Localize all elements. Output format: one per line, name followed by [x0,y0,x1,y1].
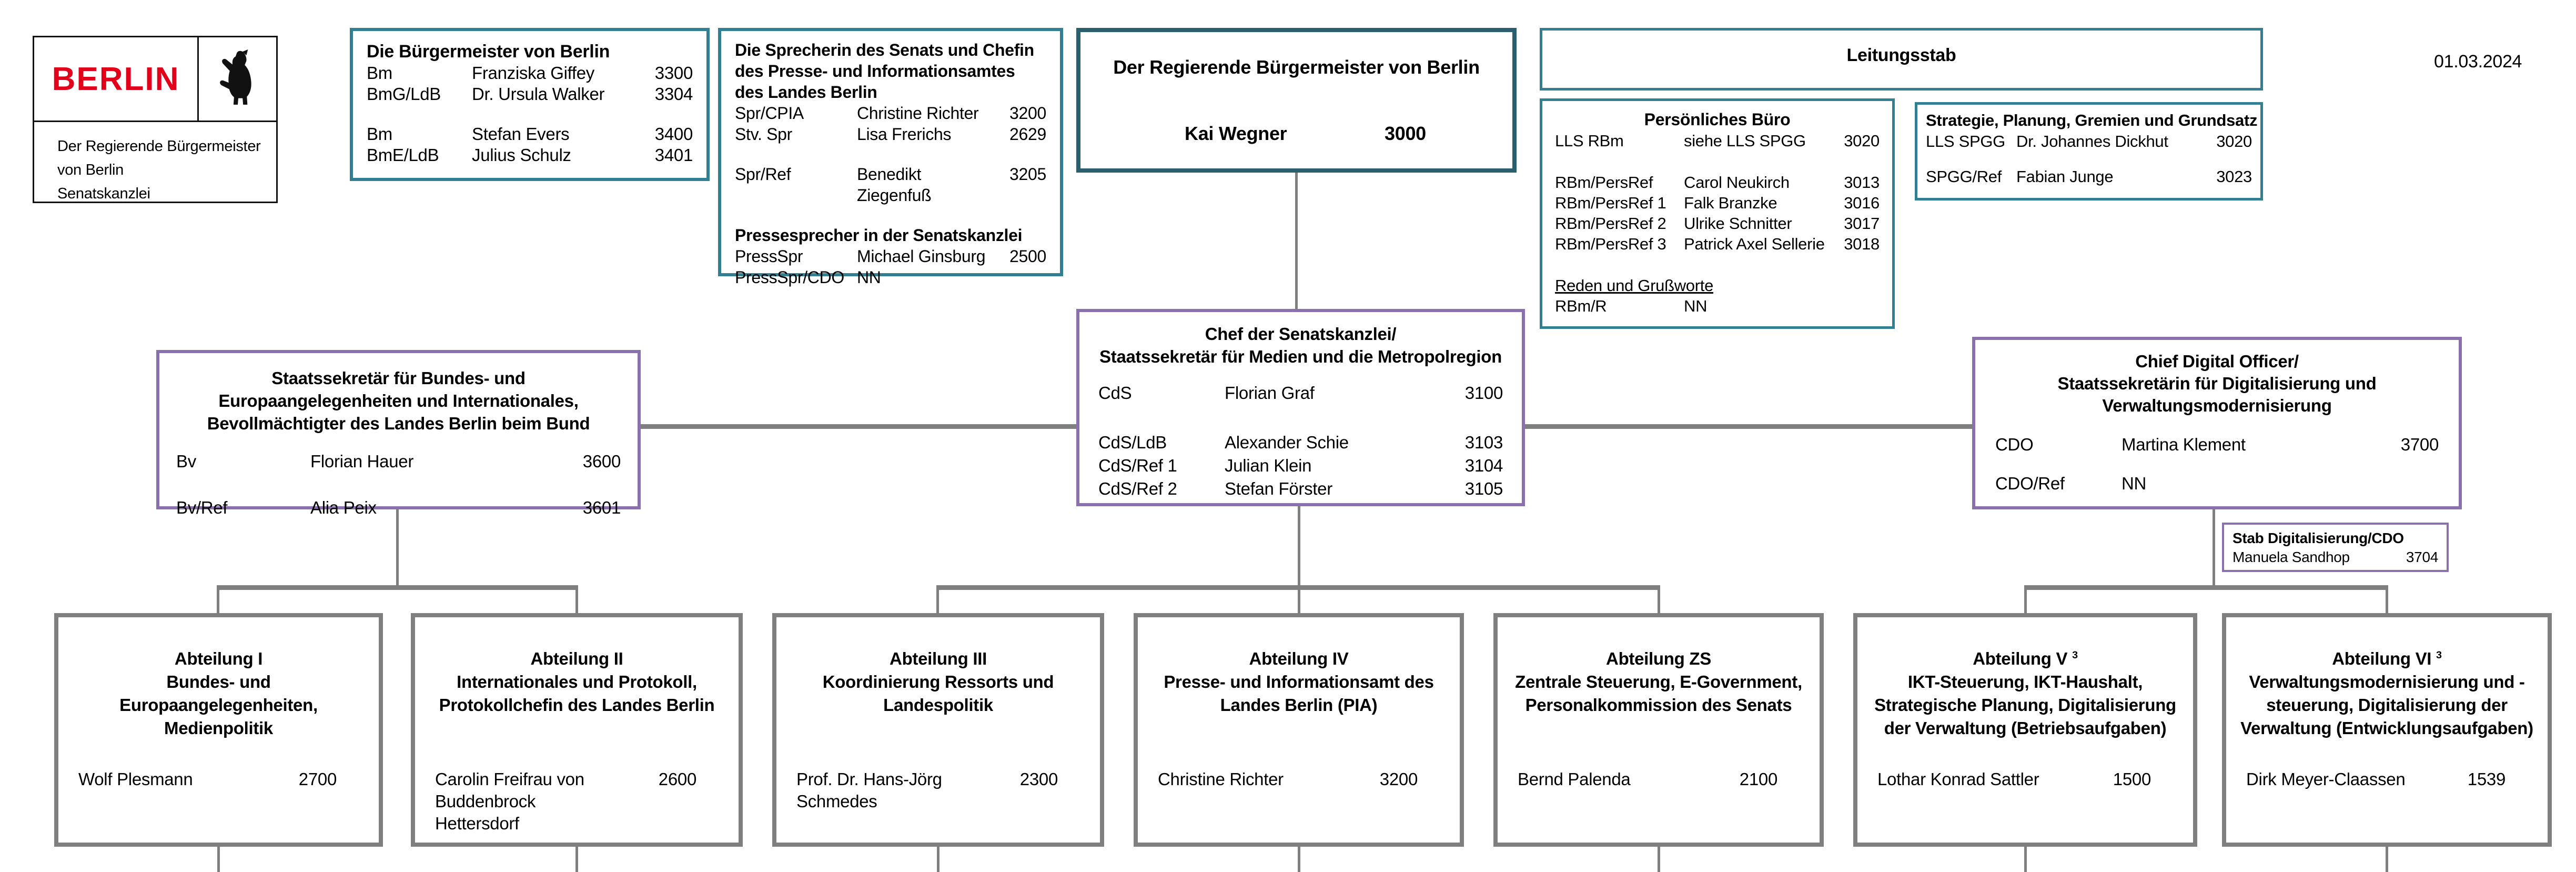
person-name: Fabian Junge [2016,167,2114,186]
connector-abt1-abt2 [217,585,578,590]
connector-cdo-down [2213,509,2215,587]
role-label: Bv/Ref [176,498,228,517]
connector-stub-abt6 [2386,590,2388,613]
box-regierender-buergermeister [1076,28,1517,173]
phone-extension: 3104 [1464,456,1503,475]
person-name: Alexander Schie [1225,433,1349,452]
connector-stub-abt3 [936,590,939,613]
person-name: Alia Peix [310,498,377,517]
spacer [176,435,621,450]
box-title: Staatssekretär für Bundes- und Europaangelegenheiten und Internationales, Bevollmächtigter des Landes Berlin beim Bund [207,368,590,433]
berlin-wordmark: BERLIN [52,61,180,97]
connector-bv-down [396,509,399,588]
box-abteilung-1 [54,613,383,847]
person-name: Florian Hauer [310,452,414,471]
phone-extension: 3304 [654,84,693,104]
department-label: Abteilung V [1973,649,2068,668]
role-label: Spr/CPIA [735,104,804,123]
berlin-logo [33,36,278,203]
phone-extension: 3100 [1464,383,1503,403]
phone-extension: 3020 [2216,132,2252,151]
phone-extension: 3017 [1844,214,1880,233]
phone-extension: 3000 [1385,123,1426,144]
role-label: Bm [367,63,392,83]
phone-extension: 3018 [1844,235,1880,253]
person-row [2232,548,2438,567]
department-label: Abteilung ZS [1606,649,1711,668]
role-label: RBm/R [1555,297,1607,315]
box-title-line1: Chef der Senatskanzlei/ [1205,324,1397,344]
person-name: Manuela Sandhop [2232,549,2350,565]
person-row [735,103,1046,124]
person-row [367,84,693,105]
connector-below-abt4 [1298,847,1300,872]
chart-date: 01.03.2024 [2434,52,2522,72]
person-row [367,124,693,145]
person-row [367,145,693,166]
box-title: Persönliches Büro [1644,110,1791,129]
department-title [58,644,379,740]
phone-extension: 3200 [1009,104,1046,123]
person-name: Martina Klement [2122,435,2246,454]
box-title-line2: Staatssekretärin für Digitalisierung und Verwaltungsmodernisierung [2057,374,2377,415]
person-row [1098,382,1503,405]
spacer [1555,151,1880,172]
box-title: Leitungsstab [1846,45,1956,65]
logo-subtitle-line2: von Berlin [57,162,124,178]
person-name: Lothar Konrad Sattler [1877,769,2039,789]
connector-below-abt2 [575,847,578,872]
role-label: CdS [1098,383,1132,403]
role-label: SPGG/Ref [1926,167,2002,186]
box-title-line1: Chief Digital Officer/ [2135,352,2299,371]
person-row [1926,166,2252,187]
person-name: Stefan Evers [472,124,570,144]
person-row [435,768,696,835]
connector-below-abt6 [2386,847,2388,872]
person-name: NN [1684,297,1708,315]
role-label: LLS SPGG [1926,132,2005,151]
person-row [735,164,1046,206]
person-name: Carol Neukirch [1684,173,1790,192]
person-row [1098,431,1503,454]
logo-subtitle-line1: Der Regierende Bürgermeister [57,138,261,155]
box-abteilung-5 [1853,613,2197,847]
phone-extension: 3103 [1464,433,1503,452]
person-row [1098,454,1503,477]
phone-extension: 3401 [654,145,693,165]
phone-extension: 2629 [1009,125,1046,144]
person-row [78,768,337,790]
phone-extension: 3020 [1844,132,1880,150]
department-title [1138,644,1460,717]
person-name: Benedikt Ziegenfuß [857,165,932,205]
connector-stub-abt5 [2024,590,2027,613]
box-chef-der-senatskanzlei [1076,309,1525,506]
person-name: Ulrike Schnitter [1684,214,1792,233]
department-description: Internationales und Protokoll, Protokollchefin des Landes Berlin [439,672,715,715]
person-name: Christine Richter [1158,769,1284,789]
department-label: Abteilung IV [1249,649,1349,668]
person-row [1098,477,1503,500]
connector-below-abt5 [2024,847,2027,872]
person-name: NN [857,268,881,287]
person-row [735,267,1046,288]
footnote-marker: 3 [2436,649,2442,661]
phone-extension: 2700 [298,769,337,789]
box-strategie-planung [1915,102,2263,201]
person-name: Dirk Meyer-Claassen [2246,769,2406,789]
role-label: Stv. Spr [735,125,793,144]
person-row [1555,131,1880,151]
person-row [1518,768,1777,790]
box-abteilung-zs [1493,613,1824,847]
box-buergermeister [350,28,710,181]
spacer [1995,417,2439,434]
person-row [1877,768,2151,790]
connector-below-abtzs [1658,847,1660,872]
box-title: Die Bürgermeister von Berlin [367,42,610,62]
role-label: RBm/PersRef 1 [1555,194,1666,212]
person-name: siehe LLS SPGG [1684,132,1806,150]
person-name: Kai Wegner [1185,123,1287,144]
person-name: Dr. Ursula Walker [472,84,605,104]
spacer [176,473,621,497]
person-name: Bernd Palenda [1518,769,1631,789]
box-leitungsstab [1540,28,2263,91]
person-row [1555,172,1880,193]
person-row [1926,131,2252,152]
department-title [2226,644,2548,740]
department-description: Zentrale Steuerung, E-Government, Personalkommission des Senats [1515,672,1802,715]
person-row [1555,213,1880,234]
person-row [367,63,693,84]
role-label: RBm/PersRef 2 [1555,214,1666,233]
footnote-marker: 3 [2072,649,2078,661]
person-row [796,768,1058,813]
connector-stub-abt1 [217,590,219,613]
logo-subtitle [34,122,276,206]
box-title [1995,350,2439,417]
person-row [1555,234,1880,254]
person-name: Michael Ginsburg [857,247,986,266]
box-title: Stab Digitalisierung/CDO [2232,530,2404,546]
box-stab-digitalisierung [2222,523,2449,572]
connector-below-abt3 [937,847,940,872]
spacer [735,145,1046,164]
person-name: Carolin Freifrau von Buddenbrock Hettersdorf [435,769,584,833]
role-label: PressSpr [735,247,803,266]
spacer [1098,368,1503,382]
phone-extension: 3300 [654,63,693,83]
phone-extension: 2600 [658,769,696,789]
role-label: Spr/Ref [735,165,791,184]
person-name: Julian Klein [1225,456,1312,475]
person-name: Falk Branzke [1684,194,1777,212]
connector-main-right [1525,424,1972,429]
box-sprecherin [718,28,1063,287]
department-title [415,644,739,717]
department-description: Verwaltungsmodernisierung und -steuerung, Digitalisierung der Verwaltung (Entwicklungsaufgaben) [2240,672,2533,738]
role-label: RBm/PersRef 3 [1555,235,1666,253]
connector-stub-abtzs [1658,590,1660,613]
phone-extension: 1500 [2113,769,2151,789]
department-description: IKT-Steuerung, IKT-Haushalt, Strategische Planung, Digitalisierung der Verwaltung (Betriebsaufgaben) [1874,672,2176,738]
spacer [367,105,693,124]
logo-wordmark-cell [34,37,199,121]
person-name: NN [2122,474,2147,493]
department-title [1498,644,1820,717]
person-row [1555,296,1880,316]
spacer [735,206,1046,225]
person-row [735,246,1046,267]
phone-extension: 3200 [1379,769,1418,789]
berlin-bear-icon [199,37,276,121]
subheading: Pressesprecher in der Senatskanzlei [735,226,1023,245]
department-label: Abteilung II [530,649,623,668]
role-label: BmG/LdB [367,84,441,104]
role-label: Bm [367,124,392,144]
spacer [1926,152,2252,166]
spacer [1995,456,2439,473]
phone-extension: 1539 [2467,769,2506,789]
box-persoenliches-buero [1540,98,1895,329]
person-row [1995,473,2439,495]
phone-extension: 3600 [582,452,621,471]
person-name: Stefan Förster [1225,479,1332,498]
person-row [2246,768,2506,790]
phone-extension: 2500 [1009,247,1046,266]
phone-extension: 2300 [1019,769,1058,789]
phone-extension: 3601 [582,498,621,517]
role-label: PressSpr/CDO [735,268,844,287]
person-row [176,450,621,473]
box-title-line2: Staatssekretär für Medien und die Metropolregion [1099,347,1502,366]
connector-abt5-abt6 [2024,585,2388,590]
phone-extension: 2100 [1739,769,1777,789]
box-abteilung-6 [2222,613,2552,847]
department-description: Koordinierung Ressorts und Landespolitik [822,672,1054,715]
box-title: Der Regierende Bürgermeister von Berlin [1113,56,1480,78]
person-row [1995,434,2439,456]
role-label: CdS/Ref 1 [1098,456,1177,475]
department-label: Abteilung I [174,649,263,668]
role-label: CdS/LdB [1098,433,1167,452]
logo-subtitle-line3: Senatskanzlei [57,185,150,202]
connector-stub-abt2 [575,590,578,613]
connector-below-abt1 [217,847,220,872]
connector-main-left [641,424,1076,429]
phone-extension: 3105 [1464,479,1503,498]
box-abteilung-2 [411,613,743,847]
person-name: Florian Graf [1225,383,1315,403]
person-name: Patrick Axel Sellerie [1684,235,1825,253]
role-label: LLS RBm [1555,132,1624,150]
person-row [1158,768,1418,790]
role-label: CDO [1995,435,2034,454]
connector-rbm-to-cds [1295,173,1298,310]
person-name: Dr. Johannes Dickhut [2016,132,2168,151]
role-label: BmE/LdB [367,145,439,165]
box-abteilung-3 [772,613,1104,847]
role-label: CDO/Ref [1995,474,2065,493]
department-description: Bundes- und Europaangelegenheiten, Medienpolitik [119,672,318,738]
person-row [735,124,1046,145]
person-name: Christine Richter [857,104,979,123]
subheading: Reden und Grußworte [1555,276,1714,295]
box-title: Die Sprecherin des Senats und Chefin des Presse- und Informationsamtes des Landes Berlin [735,41,1034,102]
phone-extension: 3704 [2406,549,2438,565]
box-title: Strategie, Planung, Gremien und Grundsatz [1926,111,2258,129]
logo-top-row [34,37,276,122]
role-label: RBm/PersRef [1555,173,1653,192]
department-title [776,644,1100,717]
connector-abt3-abtzs [936,585,1660,590]
box-title [1098,323,1503,368]
department-title [1857,644,2193,740]
box-chief-digital-officer [1972,337,2462,509]
phone-extension: 3016 [1844,194,1880,212]
spacer [1555,254,1880,275]
department-description: Presse- und Informationsamt des Landes Berlin (PIA) [1164,672,1434,715]
department-label: Abteilung III [890,649,987,668]
person-name: Prof. Dr. Hans-Jörg Schmedes [796,769,942,811]
phone-extension: 3205 [1009,165,1046,184]
phone-extension: 3400 [654,124,693,144]
person-name: Lisa Frerichs [857,125,952,144]
role-label: CdS/Ref 2 [1098,479,1177,498]
spacer [1098,405,1503,431]
person-name: Julius Schulz [472,145,571,165]
role-label: Bv [176,452,196,471]
person-name: Franziska Giffey [472,63,594,83]
phone-extension: 3023 [2216,167,2252,186]
person-row [1555,193,1880,213]
department-label: Abteilung VI [2332,649,2432,668]
person-name: Wolf Plesmann [78,769,193,789]
connector-cds-down [1298,506,1300,613]
person-row [176,497,621,519]
phone-extension: 3700 [2400,435,2439,454]
phone-extension: 3013 [1844,173,1880,192]
box-staatssekretaer-bund-europa [156,350,641,517]
box-abteilung-4 [1134,613,1464,847]
